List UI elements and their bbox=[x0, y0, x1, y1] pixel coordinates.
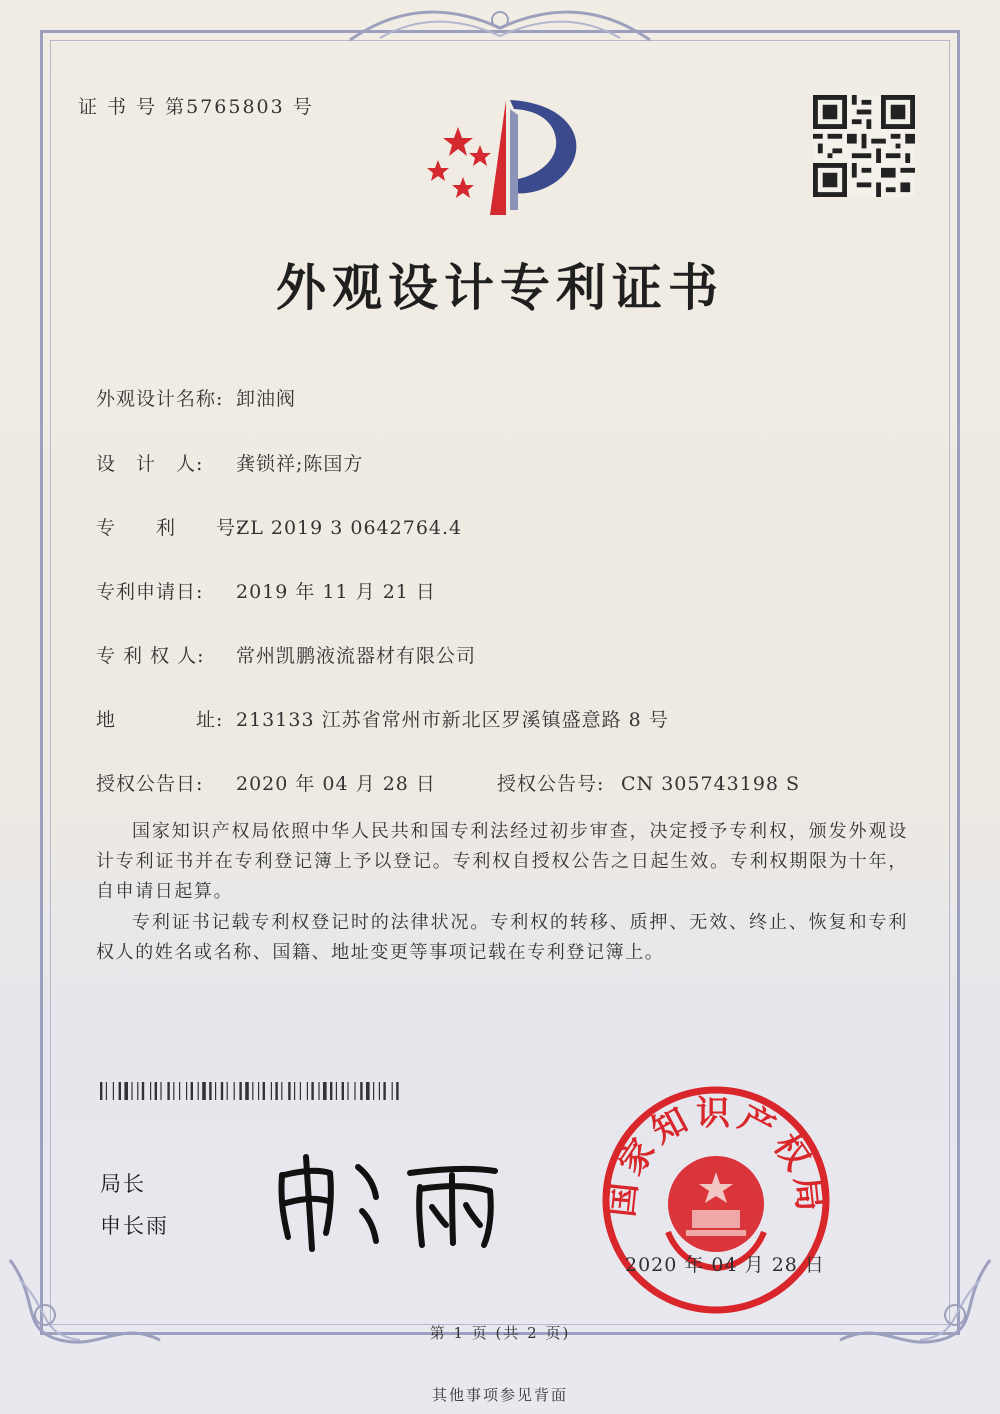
svg-text:国家知识产权局: 国家知识产权局 bbox=[601, 1093, 831, 1219]
designer-value: 龚锁祥;陈国方 bbox=[236, 453, 364, 475]
grant-no-field bbox=[497, 769, 800, 796]
statement-paragraph-1: 国家知识产权局依照中华人民共和国专利法经过初步审查，决定授予专利权，颁发外观设计专利证书并在专利登记簿上予以登记。专利权自授权公告之日起生效。专利权期限为十年，自申请日起算。 bbox=[96, 821, 908, 902]
designer-label: 设 计 人: bbox=[96, 453, 204, 475]
director-title: 局长 bbox=[100, 1172, 146, 1196]
statement-paragraph-2: 专利证书记载专利权登记时的法律状况。专利权的转移、质押、无效、终止、恢复和专利权人的姓名或名称、国籍、地址变更等事项记载在专利登记簿上。 bbox=[96, 912, 908, 963]
design-name-field bbox=[96, 384, 296, 411]
address-label: 地 址: bbox=[96, 709, 224, 731]
filing-date-label: 专利申请日: bbox=[96, 581, 204, 603]
grant-no-label: 授权公告号: bbox=[497, 773, 605, 795]
grant-date-label: 授权公告日: bbox=[96, 773, 204, 795]
design-name-label: 外观设计名称: bbox=[96, 388, 224, 410]
patentee-field bbox=[96, 641, 476, 668]
footer-note: 其他事项参见背面 bbox=[431, 1386, 568, 1404]
barcode-icon bbox=[100, 1082, 400, 1100]
patent-no-value: ZL 2019 3 0642764.4 bbox=[236, 517, 463, 539]
address-value: 213133 江苏省常州市新北区罗溪镇盛意路 8 号 bbox=[236, 709, 669, 731]
grant-no-value: CN 305743198 S bbox=[621, 773, 801, 795]
qr-code-icon bbox=[810, 95, 918, 197]
director-signature bbox=[270, 1145, 510, 1255]
grant-date-field bbox=[96, 769, 436, 796]
certificate-number: 证 书 号 第5765803 号 bbox=[78, 96, 314, 118]
certificate-title: 外观设计专利证书 bbox=[276, 258, 724, 317]
seal-date: 2020 年 04 月 28 日 bbox=[625, 1254, 825, 1276]
page-number: 第 1 页 (共 2 页) bbox=[429, 1324, 571, 1342]
address-field bbox=[96, 705, 669, 732]
design-name-value: 卸油阀 bbox=[236, 388, 297, 410]
director-name: 申长雨 bbox=[100, 1214, 169, 1238]
patentee-label: 专 利 权 人: bbox=[96, 645, 205, 667]
patent-no-label: 专 利 号: bbox=[96, 517, 244, 539]
patentee-value: 常州凯鹏液流器材有限公司 bbox=[236, 645, 477, 667]
designer-field bbox=[96, 449, 363, 476]
grant-date-value: 2020 年 04 月 28 日 bbox=[236, 773, 436, 795]
filing-date-value: 2019 年 11 月 21 日 bbox=[236, 581, 436, 603]
filing-date-field bbox=[96, 577, 436, 604]
patent-no-field bbox=[96, 513, 462, 540]
cnipa-logo-icon bbox=[418, 95, 588, 220]
top-ornament bbox=[340, 0, 660, 50]
official-seal-icon bbox=[598, 1082, 834, 1318]
